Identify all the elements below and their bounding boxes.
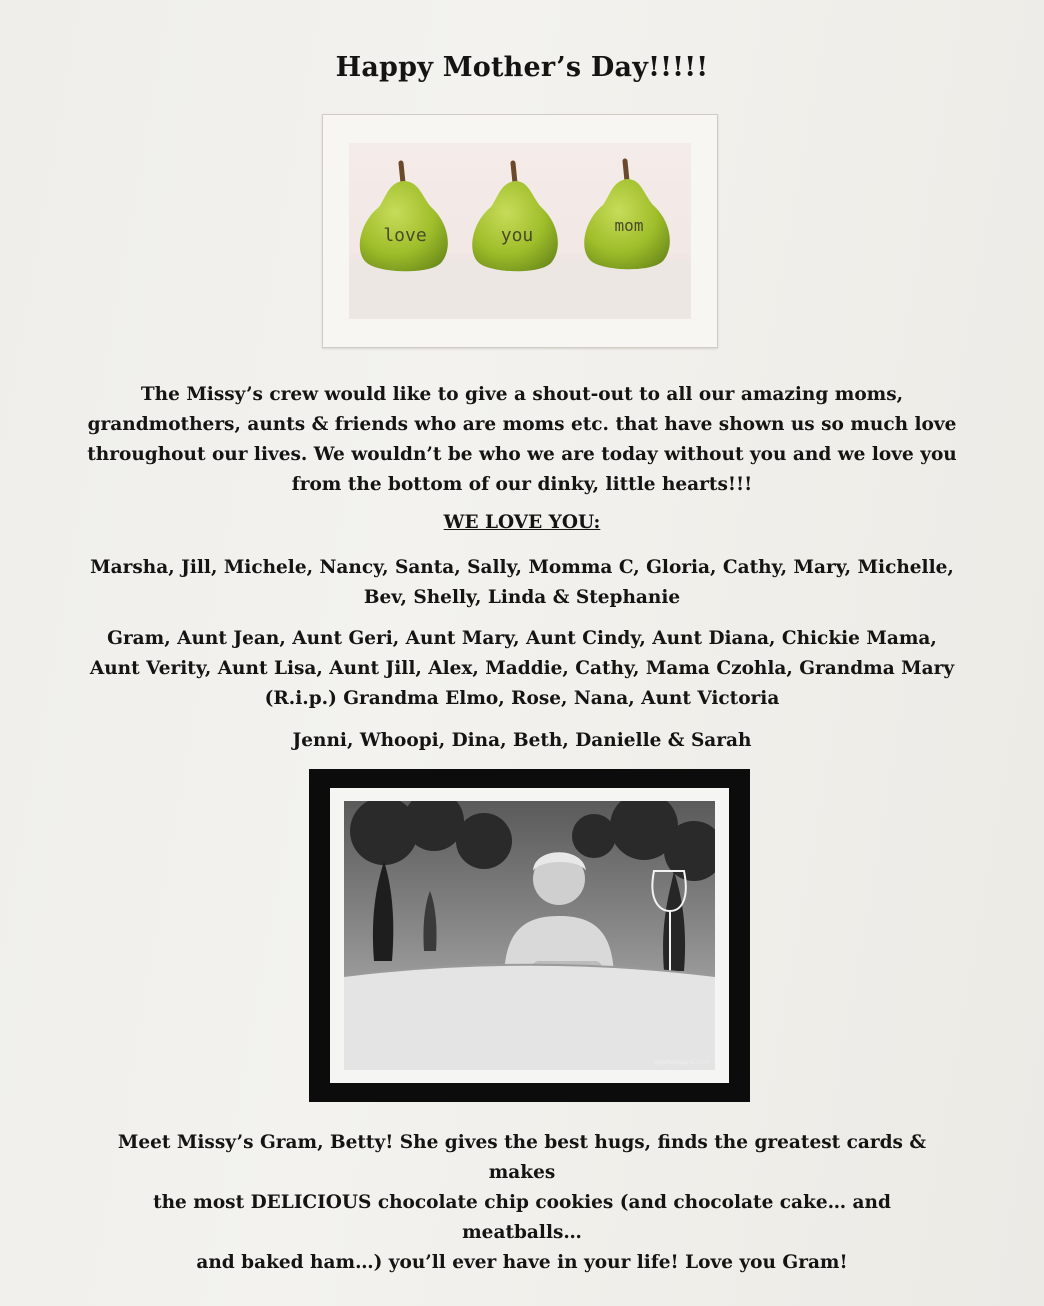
pear-mom: [584, 161, 670, 269]
names-line: (R.i.p.) Grandma Elmo, Rose, Nana, Aunt Victoria: [264, 688, 780, 709]
gram-photo: [344, 801, 715, 1070]
pear-photo-frame: [322, 114, 718, 348]
intro-paragraph: [80, 380, 964, 500]
pear-photo: [349, 143, 691, 319]
pear-word-you: you: [500, 225, 534, 246]
names-line: Marsha, Jill, Michele, Nancy, Santa, Sally, Momma C, Gloria, Cathy, Mary, Michelle,: [90, 557, 954, 578]
names-group-3: [80, 726, 964, 756]
pear-love: [360, 163, 448, 271]
intro-line: grandmothers, aunts & friends who are moms etc. that have shown us so much love: [87, 414, 957, 435]
closing-line: the most DELICIOUS chocolate chip cookies (and chocolate cake… and meatballs…: [153, 1192, 891, 1243]
closing-line: Meet Missy’s Gram, Betty! She gives the best hugs, finds the greatest cards & makes: [117, 1132, 927, 1183]
pear-word-love: love: [383, 225, 427, 246]
intro-line: from the bottom of our dinky, little hearts!!!: [291, 474, 753, 495]
names-group-1: [80, 553, 964, 613]
gram-photo-mat: [330, 788, 729, 1083]
photo-watermark: stephengavel.com: [653, 1059, 709, 1066]
pear-word-mom: mom: [614, 216, 644, 235]
closing-paragraph: [90, 1128, 954, 1278]
intro-line: The Missy’s crew would like to give a shout-out to all our amazing moms,: [140, 384, 904, 405]
closing-line: and baked ham…) you’ll ever have in your life! Love you Gram!: [196, 1252, 848, 1273]
names-line: Bev, Shelly, Linda & Stephanie: [363, 587, 681, 608]
page-title: Happy Mother’s Day!!!!!: [335, 52, 709, 83]
names-line: Gram, Aunt Jean, Aunt Geri, Aunt Mary, Aunt Cindy, Aunt Diana, Chickie Mama,: [107, 628, 937, 649]
intro-line: throughout our lives. We wouldn’t be who we are today without you and we love you: [87, 444, 957, 465]
names-line: Jenni, Whoopi, Dina, Beth, Danielle & Sarah: [292, 730, 752, 751]
names-group-2: [80, 624, 964, 714]
names-line: Aunt Verity, Aunt Lisa, Aunt Jill, Alex, Maddie, Cathy, Mama Czohla, Grandma Mary: [89, 658, 955, 679]
gram-photo-frame: [309, 769, 750, 1102]
love-heading: WE LOVE YOU:: [443, 512, 601, 533]
pear-you: [472, 163, 558, 271]
